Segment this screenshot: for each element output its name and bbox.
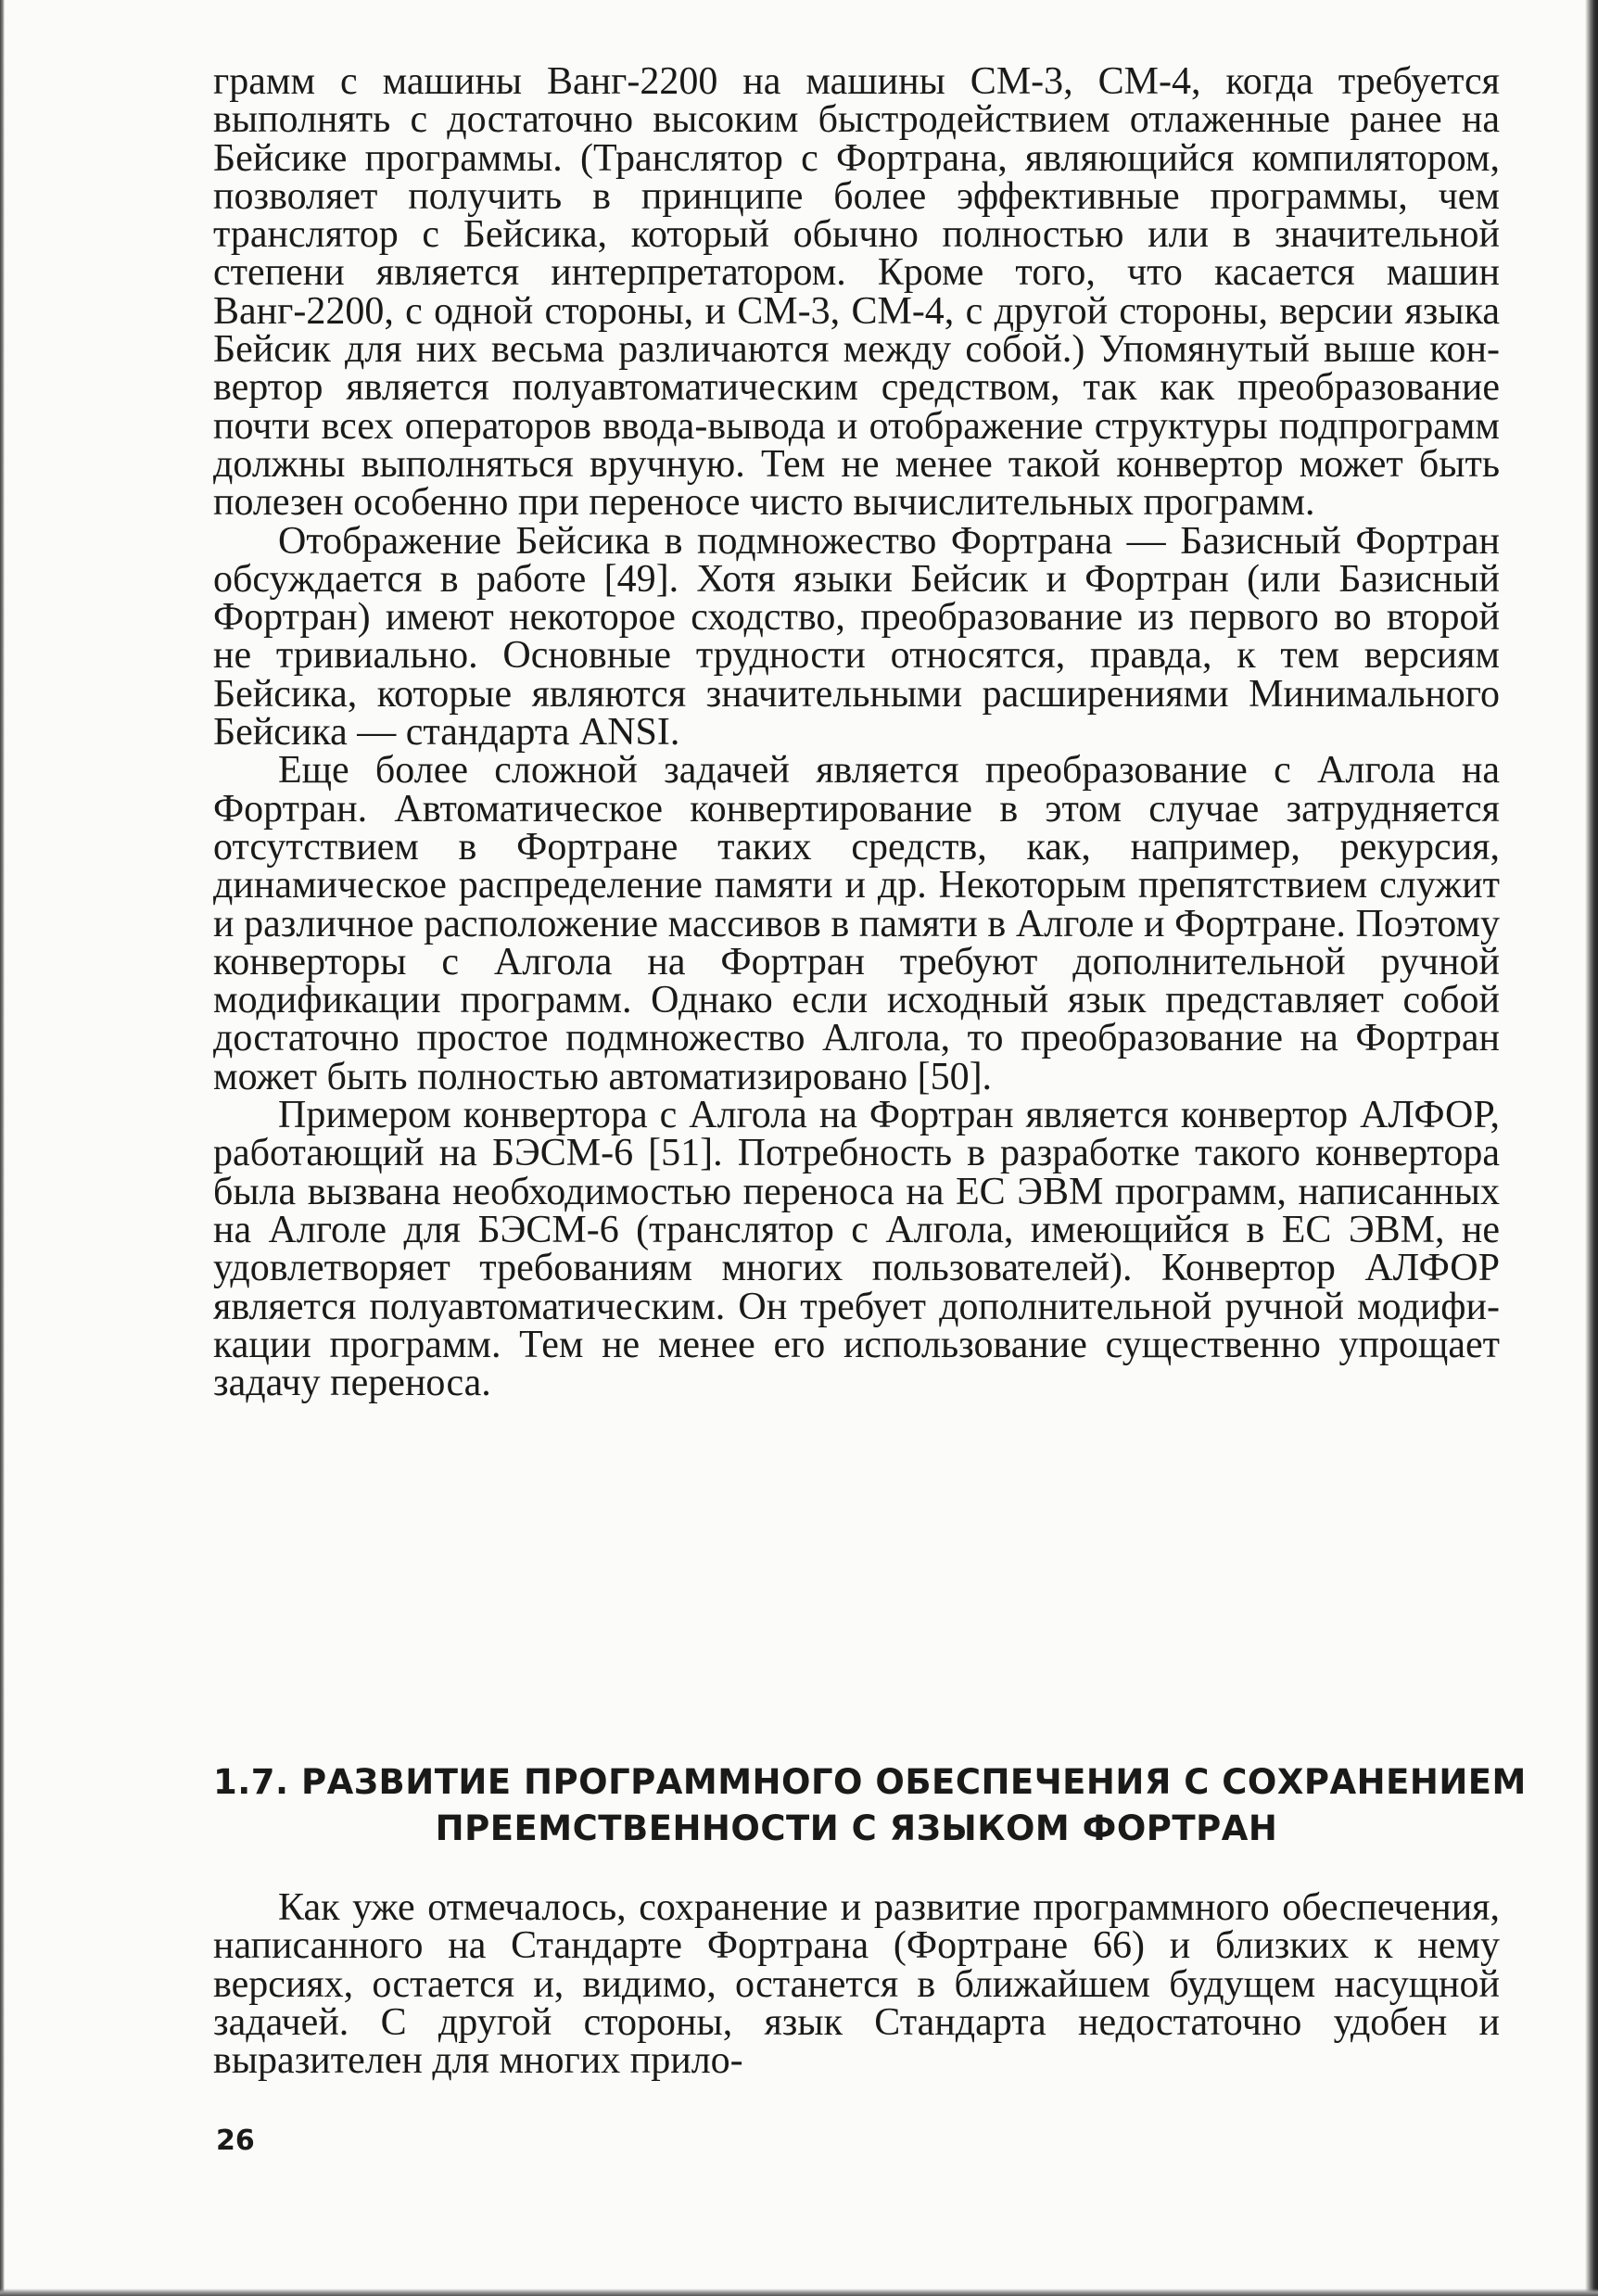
body-text [213,60,1500,1405]
section-heading-line-1: 1.7. РАЗВИТИЕ ПРОГРАММНОГО ОБЕСПЕЧЕНИЯ С СОХРАНЕНИЕМ [213,1762,1527,1802]
scan-edge-bottom [0,2289,1598,2296]
page-number: 26 [216,2125,255,2157]
section-heading [213,1759,1527,1852]
paragraph-1: грамм с машины Ванг-2200 на машины СМ-3, СМ-4, когда требуется выполнять с достаточно высоким быстродействием отлаженные ранее на Бейсике программы. (Транслятор с Фортрана, являющийся компилятором, позволяет получить в принципе более эффективные программы, чем транслятор с Бейсика, который обычно полностью или в значительной степени является интерпретатором. Кроме того, что касается машин Ванг-2200, с одной стороны, и СМ-3, СМ-4, с другой стороны, версии языка Бейсик для них весьма различаются между собой.) Упомянутый выше конвертор является полуавтоматическим средством, так как преобразование почти всех операторов ввода-вывода и отображение структуры подпрограмм должны выполняться вручную. Тем не менее такой конвертор может быть полезен особенно при переносе чисто вычислительных программ. [213,60,1500,525]
paragraph-2: Отображение Бейсика в подмножество Фортрана — Базисный Фортран обсуждается в работе [49]. Хотя языки Бейсик и Фортран (или Базисный Фортран) имеют некоторое сходство, преобразование из первого во второй не тривиально. Основные трудности относятся, правда, к тем версиям Бейсика, которые являются значительными расширениями Минимального Бейсика — стандарта ANSI. [213,519,1500,755]
section-heading-line-2: ПРЕЕМСТВЕННОСТИ С ЯЗЫКОМ ФОРТРАН [435,1808,1278,1848]
scan-edge-right [1585,0,1598,2296]
scan-edge-left [0,0,5,2296]
section-body-text [213,1886,1500,2083]
paragraph-3: Еще более сложной задачей является преобразование с Алгола на Фортран. Автоматическое конвертирование в этом случае затрудняется отсутствием в Фортране таких средств, как, например, рекурсия, динамическое распределение памяти и др. Некоторым препятствием служит и различное расположение массивов в памяти в Алголе и Фортране. Поэтому конверторы с Алгола на Фортран требуют дополнительной ручной модификации программ. Однако если исходный язык представляет собой достаточно простое подмножество Алгола, то преобразование на Фортран может быть полностью автоматизировано [50]. [213,749,1500,1098]
section-paragraph: Как уже отмечалось, сохранение и развитие программного обеспечения, написанного на Стандарте Фортрана (Фортране 66) и близких к нему версиях, остается и, видимо, останется в ближайшем будущем насущной задачей. С другой стороны, язык Стандарта недостаточно удобен и выразителен для многих прило- [213,1886,1500,2083]
paragraph-4: Примером конвертора с Алгола на Фортран является конвертор АЛФОР, работающий на БЭСМ-6 [51]. Потребность в разработке такого конвертора была вызвана необходимостью переноса на ЕС ЭВМ программ, написанных на Алголе для БЭСМ-6 (транслятор с Алгола, имеющийся в ЕС ЭВМ, не удовлетворяет требованиям многих пользователей). Конвертор АЛФОР является полуавтоматическим. Он требует дополнительной ручной модификации программ. Тем не менее его использование существенно упрощает задачу переноса. [213,1094,1500,1405]
